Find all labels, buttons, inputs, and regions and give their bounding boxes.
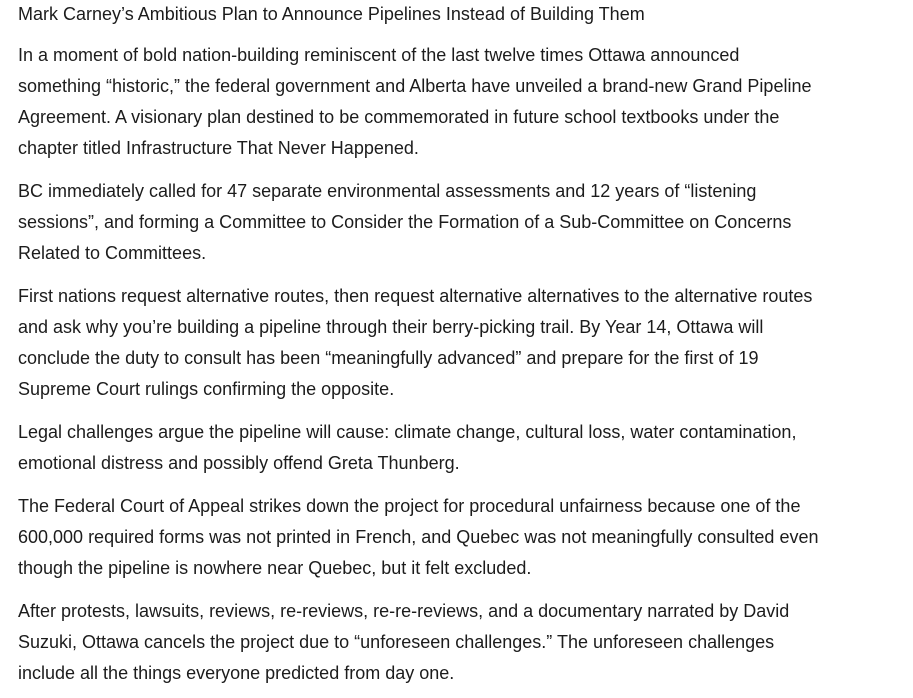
paragraph-line: First nations request alternative routes, then request alternative alternatives to the alternative routes xyxy=(18,286,813,306)
paragraph-line: Legal challenges argue the pipeline will cause: climate change, cultural loss, water contamination, xyxy=(18,422,797,442)
paragraph-3 xyxy=(18,281,895,405)
paragraph-line: Related to Committees. xyxy=(18,243,207,263)
paragraph-line: Agreement. A visionary plan destined to be commemorated in future school textbooks under the xyxy=(18,107,780,127)
paragraph-5 xyxy=(18,491,895,584)
paragraph-line: Suzuki, Ottawa cancels the project due to “unforeseen challenges.” The unforeseen challenges xyxy=(18,632,775,652)
paragraph-line: sessions”, and forming a Committee to Consider the Formation of a Sub-Committee on Concerns xyxy=(18,212,792,232)
paragraph-1 xyxy=(18,40,895,164)
paragraph-line: chapter titled Infrastructure That Never Happened. xyxy=(18,138,419,158)
paragraph-line: The Federal Court of Appeal strikes down the project for procedural unfairness because one of the xyxy=(18,496,801,516)
paragraph-4 xyxy=(18,417,895,479)
paragraph-line: BC immediately called for 47 separate environmental assessments and 12 years of “listening xyxy=(18,181,757,201)
paragraph-line: include all the things everyone predicted from day one. xyxy=(18,663,455,683)
paragraph-2 xyxy=(18,176,895,269)
paragraph-line: Supreme Court rulings confirming the opposite. xyxy=(18,379,395,399)
article-title: Mark Carney’s Ambitious Plan to Announce Pipelines Instead of Building Them xyxy=(18,4,645,24)
paragraph-line: and ask why you’re building a pipeline through their berry-picking trail. By Year 14, Ottawa will xyxy=(18,317,764,337)
paragraph-line: something “historic,” the federal government and Alberta have unveiled a brand-new Grand Pipeline xyxy=(18,76,812,96)
paragraph-line: In a moment of bold nation-building reminiscent of the last twelve times Ottawa announced xyxy=(18,45,740,65)
paragraph-line: After protests, lawsuits, reviews, re-reviews, re-re-reviews, and a documentary narrated by David xyxy=(18,601,790,621)
paragraph-6 xyxy=(18,596,895,689)
paragraph-line: though the pipeline is nowhere near Quebec, but it felt excluded. xyxy=(18,558,532,578)
paragraph-line: 600,000 required forms was not printed in French, and Quebec was not meaningfully consulted even xyxy=(18,527,819,547)
paragraph-line: conclude the duty to consult has been “meaningfully advanced” and prepare for the first of 19 xyxy=(18,348,759,368)
paragraph-line: emotional distress and possibly offend Greta Thunberg. xyxy=(18,453,460,473)
